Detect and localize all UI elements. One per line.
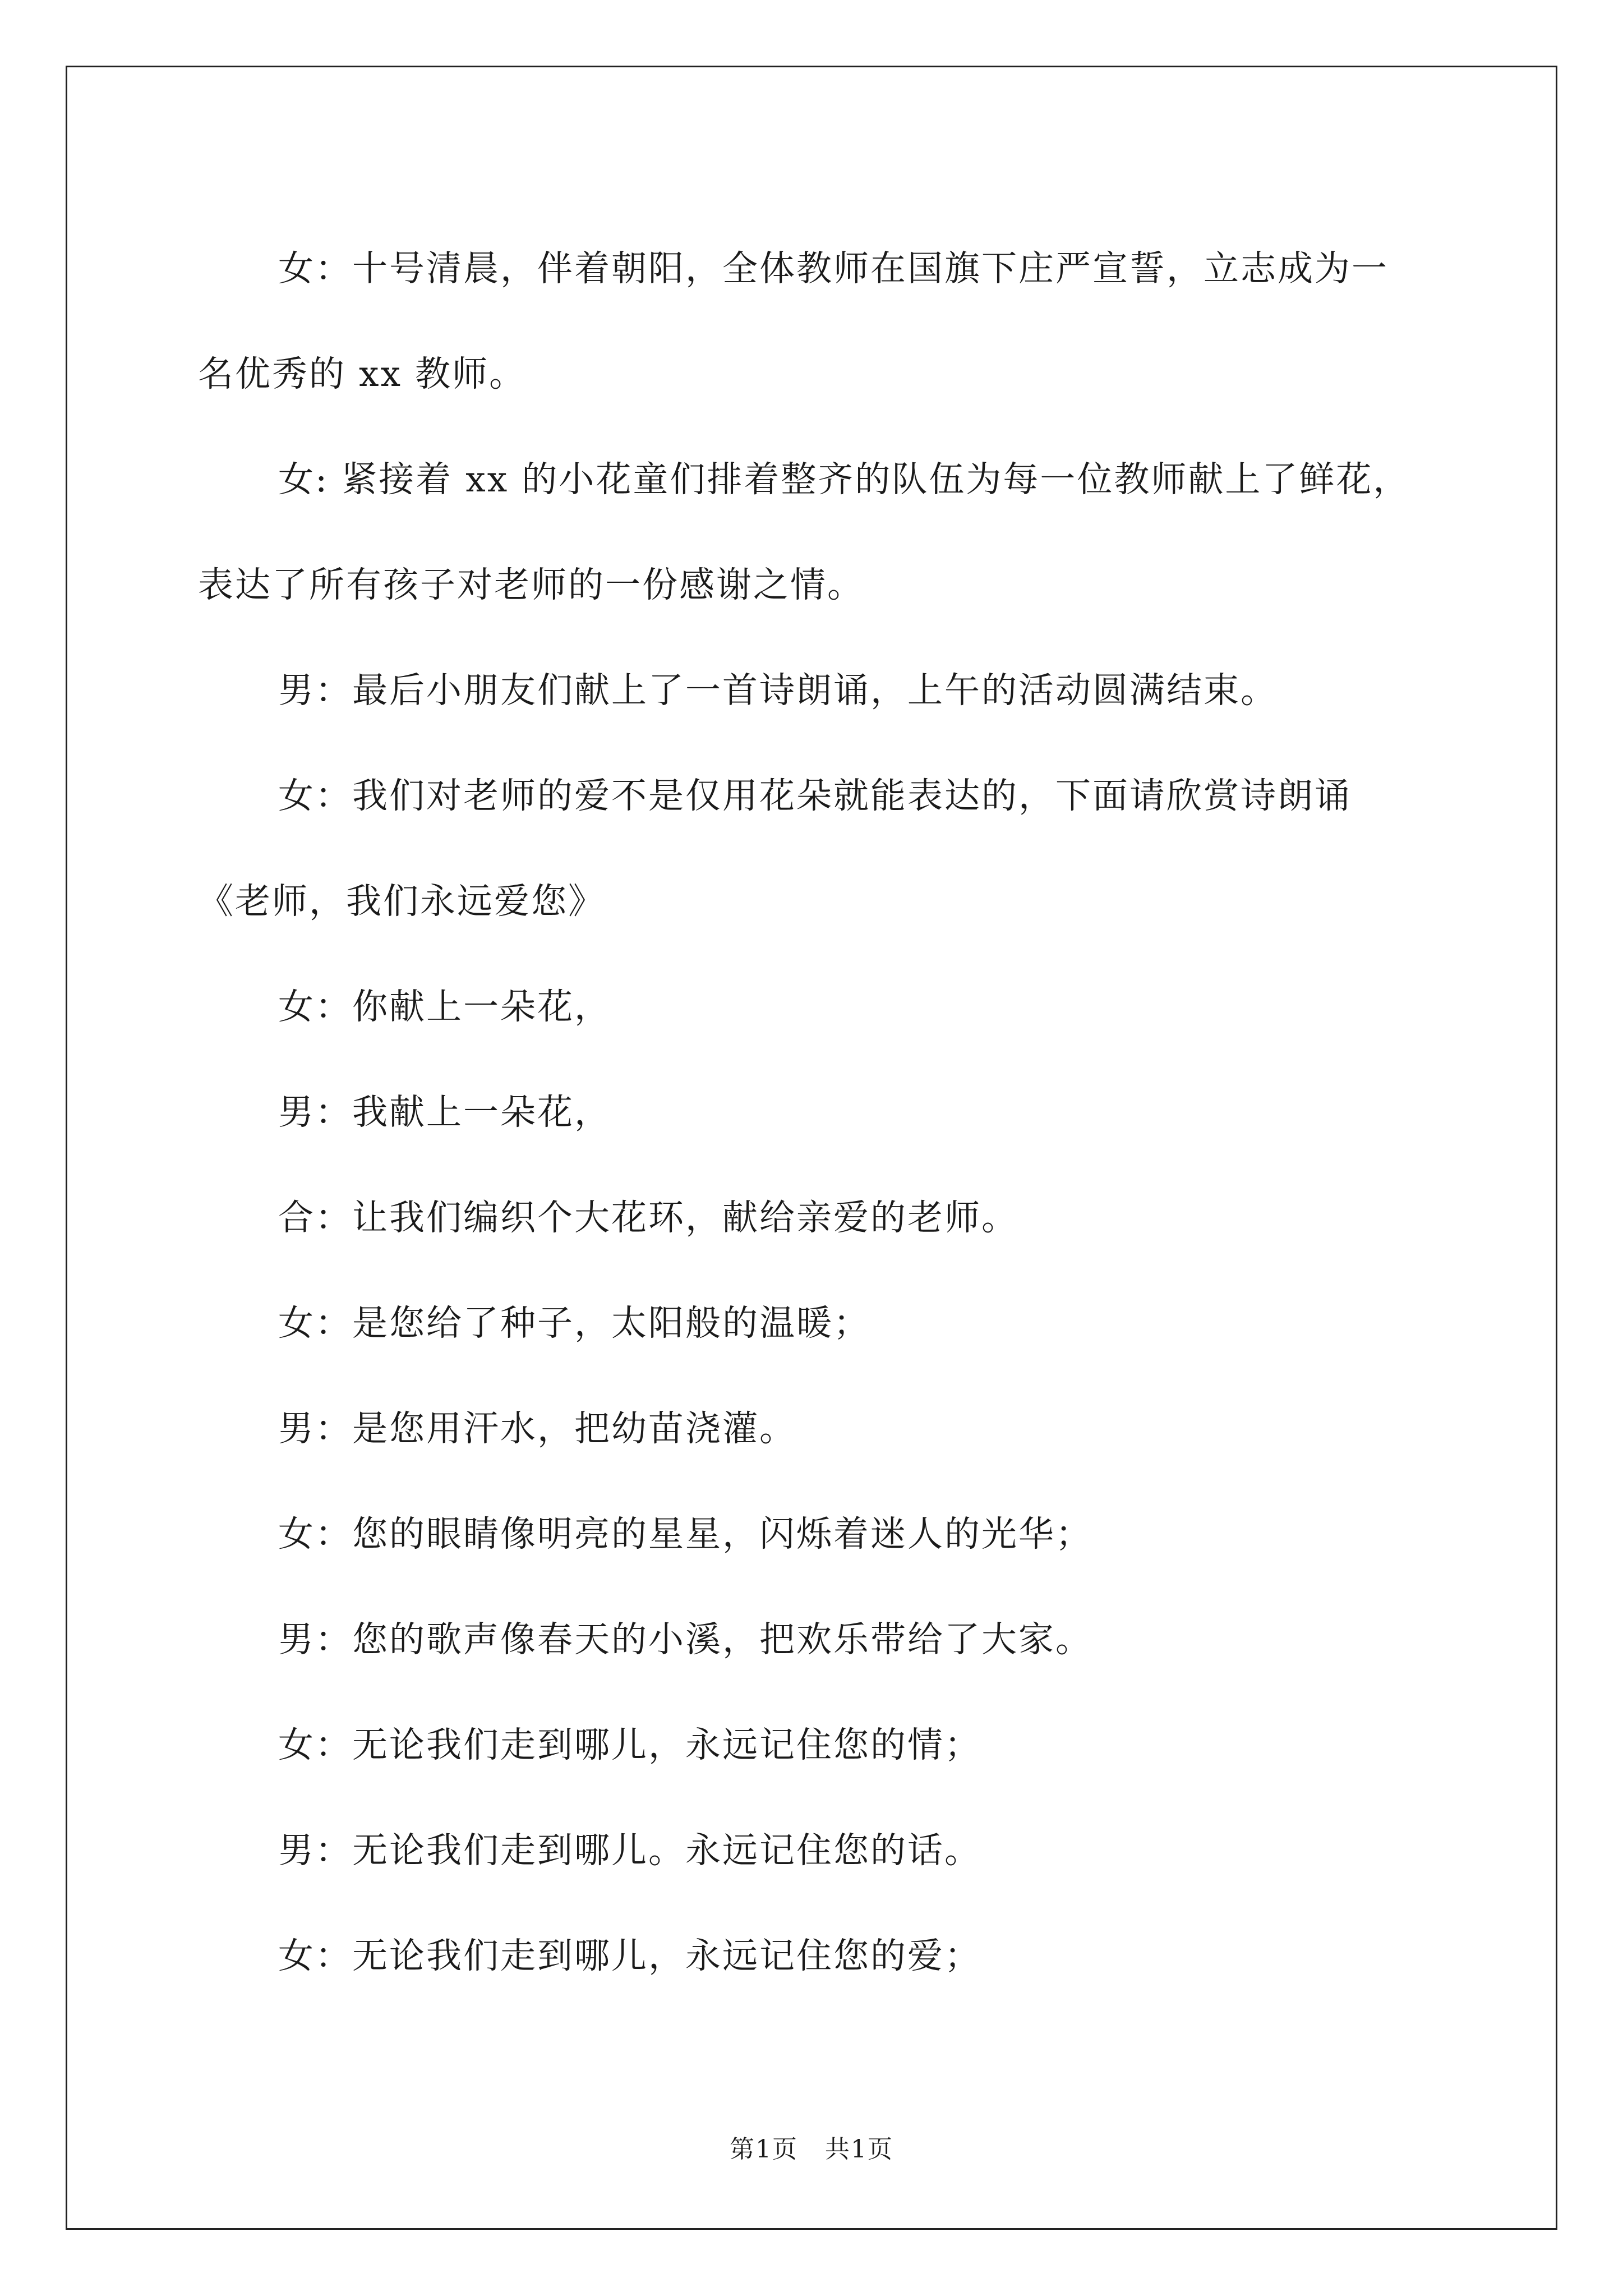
paragraph: 男：最后小朋友们献上了一首诗朗诵，上午的活动圆满结束。 (278, 670, 1278, 711)
paragraph: 女：十号清晨，伴着朝阳，全体教师在国旗下庄严宣誓，立志成为一名优秀的 xx 教师。 (198, 248, 1389, 394)
paragraph: 女：你献上一朵花， (278, 986, 611, 1027)
paragraph: 合：让我们编织个大花环，献给亲爱的老师。 (278, 1197, 1018, 1238)
paragraph: 男：无论我们走到哪儿。永远记住您的话。 (278, 1830, 981, 1871)
paragraph: 女：我们对老师的爱不是仅用花朵就能表达的，下面请欣赏诗朗诵《老师，我们永远爱您》 (198, 775, 1352, 922)
page-total: 共1页 (825, 2135, 893, 2164)
paragraph: 女：是您给了种子，太阳般的温暖； (278, 1303, 870, 1343)
paragraph: 男：是您用汗水，把幼苗浇灌。 (278, 1408, 796, 1449)
paragraph: 女：您的眼睛像明亮的星星，闪烁着迷人的光华； (278, 1513, 1092, 1554)
page-footer (0, 2129, 1623, 2165)
page-number: 第1页 (730, 2135, 798, 2164)
document-body (198, 216, 1425, 2009)
paragraph: 女: 紧接着 xx 的小花童们排着整齐的队伍为每一位教师献上了鲜花，表达了所有孩子对老师的一份感谢之情。 (198, 459, 1410, 605)
paragraph: 女：无论我们走到哪儿，永远记住您的情； (278, 1724, 981, 1765)
paragraph: 女：无论我们走到哪儿，永远记住您的爱； (278, 1935, 981, 1976)
paragraph: 男：我献上一朵花， (278, 1092, 611, 1133)
paragraph: 男：您的歌声像春天的小溪，把欢乐带给了大家。 (278, 1619, 1092, 1660)
